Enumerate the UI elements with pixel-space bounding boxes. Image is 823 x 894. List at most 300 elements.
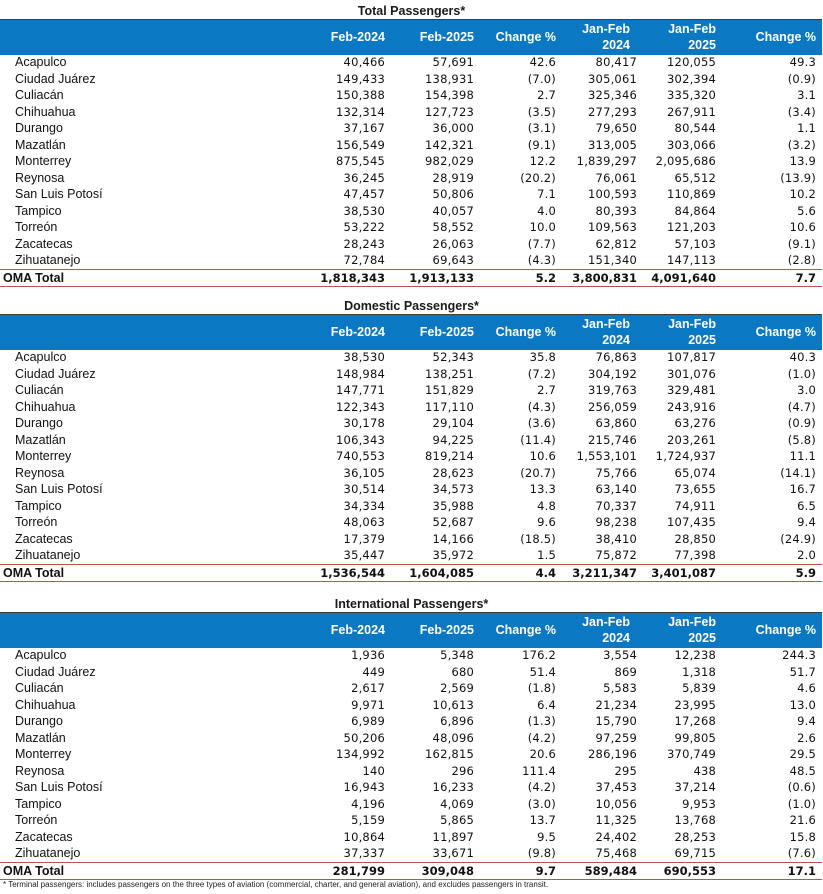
col-feb-2025: Feb-2025 [419, 325, 474, 339]
header-row-international [0, 612, 822, 648]
airport-name: Durango [15, 416, 63, 430]
cell-change-month: (1.8) [527, 681, 556, 695]
cell-feb-2025: 14,166 [432, 531, 474, 546]
airport-name: Acapulco [15, 350, 67, 364]
cell-feb-2025: 11,897 [432, 829, 474, 844]
cell-jan-feb-2025: 65,074 [674, 465, 716, 480]
col-jan-feb-2024: Jan-Feb 2024 [582, 615, 630, 645]
cell-change-ytd: 48.5 [789, 763, 816, 778]
cell-jan-feb-2024: 63,860 [595, 416, 637, 430]
table-row [0, 531, 822, 548]
cell-jan-feb-2024: 305,061 [588, 71, 637, 86]
cell-jan-feb-2025: 2,095,686 [655, 154, 716, 168]
airport-name: Zihuatanejo [15, 548, 81, 562]
total-jan-feb-2024: 589,484 [584, 863, 637, 878]
cell-feb-2025: 2,569 [440, 681, 474, 695]
cell-change-month: 20.6 [529, 747, 556, 761]
cell-change-month: 111.4 [522, 763, 556, 778]
cell-change-month: (7.0) [527, 71, 556, 86]
cell-feb-2025: 5,865 [440, 813, 474, 827]
total-label: OMA Total [3, 863, 65, 878]
cell-jan-feb-2025: 17,268 [674, 714, 716, 728]
cell-change-ytd: 29.5 [789, 747, 816, 761]
airport-name: Reynosa [15, 465, 65, 480]
cell-jan-feb-2025: 301,076 [667, 366, 716, 381]
cell-change-ytd: 40.3 [789, 350, 816, 364]
cell-feb-2024: 122,343 [336, 399, 385, 414]
cell-feb-2024: 740,553 [336, 449, 385, 463]
cell-change-month: 2.7 [537, 383, 556, 397]
cell-feb-2025: 6,896 [440, 714, 474, 728]
table-row [0, 812, 822, 829]
cell-change-ytd: (1.0) [787, 796, 816, 811]
cell-feb-2025: 48,096 [432, 730, 474, 745]
table-row [0, 203, 822, 220]
cell-change-month: (3.6) [527, 416, 556, 430]
table-row [0, 730, 822, 747]
cell-change-ytd: 2.0 [797, 548, 816, 562]
cell-feb-2024: 132,314 [336, 104, 385, 119]
cell-feb-2024: 30,514 [343, 482, 385, 496]
cell-jan-feb-2025: 63,276 [674, 416, 716, 430]
total-change-ytd: 7.7 [795, 270, 816, 285]
table-row [0, 746, 822, 763]
cell-feb-2024: 5,159 [351, 813, 385, 827]
cell-feb-2025: 138,251 [425, 366, 474, 381]
airport-name: Acapulco [15, 55, 67, 69]
cell-jan-feb-2025: 13,768 [674, 813, 716, 827]
cell-change-month: (4.2) [527, 780, 556, 794]
airport-name: Culiacán [15, 681, 64, 695]
cell-jan-feb-2024: 215,746 [588, 432, 637, 447]
cell-jan-feb-2024: 98,238 [595, 515, 637, 529]
airport-name: Tampico [15, 203, 62, 218]
cell-change-month: (7.2) [527, 366, 556, 381]
total-row [0, 269, 822, 287]
cell-change-ytd: 6.5 [797, 498, 816, 513]
cell-jan-feb-2024: 76,863 [595, 350, 637, 364]
cell-feb-2025: 69,643 [432, 253, 474, 267]
cell-feb-2025: 36,000 [432, 121, 474, 135]
cell-feb-2025: 35,988 [432, 498, 474, 513]
cell-jan-feb-2025: 329,481 [667, 383, 716, 397]
cell-feb-2025: 50,806 [432, 187, 474, 201]
airport-name: Mazatlán [15, 432, 66, 447]
cell-jan-feb-2025: 107,435 [667, 515, 716, 529]
airport-name: Ciudad Juárez [15, 664, 96, 679]
cell-feb-2025: 117,110 [425, 399, 474, 414]
col-feb-2024: Feb-2024 [330, 623, 385, 637]
cell-jan-feb-2025: 37,214 [674, 780, 716, 794]
cell-feb-2025: 819,214 [425, 449, 474, 463]
cell-feb-2024: 150,388 [336, 88, 385, 102]
cell-jan-feb-2024: 37,453 [595, 780, 637, 794]
airport-name: Monterrey [15, 747, 72, 761]
cell-change-month: 2.7 [537, 88, 556, 102]
cell-feb-2025: 33,671 [432, 846, 474, 860]
cell-change-ytd: 9.4 [797, 714, 816, 728]
cell-feb-2024: 36,105 [343, 465, 385, 480]
total-change-month: 9.7 [535, 863, 556, 878]
cell-jan-feb-2025: 77,398 [674, 548, 716, 562]
section-title-domestic: Domestic Passengers* [344, 299, 479, 313]
cell-jan-feb-2025: 121,203 [667, 220, 716, 234]
airport-name: Tampico [15, 796, 62, 811]
cell-change-ytd: (0.9) [787, 71, 816, 86]
col-change-month: Change % [495, 325, 556, 339]
cell-feb-2024: 149,433 [336, 71, 385, 86]
table-domestic [0, 349, 822, 582]
col-feb-2025: Feb-2025 [419, 30, 474, 44]
cell-feb-2024: 30,178 [343, 416, 385, 430]
cell-change-ytd: (5.8) [787, 432, 816, 447]
total-jan-feb-2024: 3,800,831 [572, 270, 637, 285]
cell-feb-2025: 26,063 [432, 236, 474, 251]
cell-change-month: 42.6 [529, 55, 556, 69]
cell-change-ytd: (0.9) [787, 416, 816, 430]
cell-feb-2024: 4,196 [351, 796, 385, 811]
airport-name: Mazatlán [15, 730, 66, 745]
cell-jan-feb-2025: 84,864 [674, 203, 716, 218]
col-change-ytd: Change % [755, 30, 816, 44]
cell-jan-feb-2024: 319,763 [588, 383, 637, 397]
airport-name: Zacatecas [15, 236, 73, 251]
cell-jan-feb-2024: 38,410 [595, 531, 637, 546]
cell-change-ytd: (4.7) [787, 399, 816, 414]
cell-jan-feb-2024: 295 [614, 763, 637, 778]
cell-change-month: (9.1) [527, 137, 556, 152]
table-row [0, 845, 822, 862]
total-change-month: 4.4 [535, 565, 556, 580]
cell-feb-2024: 6,989 [351, 714, 385, 728]
cell-jan-feb-2024: 70,337 [595, 498, 637, 513]
header-row-total [0, 19, 822, 55]
cell-change-ytd: (24.9) [780, 531, 816, 546]
cell-feb-2024: 50,206 [343, 730, 385, 745]
cell-change-month: 13.3 [529, 482, 556, 496]
cell-jan-feb-2024: 151,340 [588, 253, 637, 267]
cell-change-ytd: 2.6 [797, 730, 816, 745]
airport-name: Ciudad Juárez [15, 71, 96, 86]
cell-change-ytd: (7.6) [787, 846, 816, 860]
cell-feb-2024: 106,343 [336, 432, 385, 447]
cell-jan-feb-2024: 313,005 [588, 137, 637, 152]
cell-change-ytd: 1.1 [797, 121, 816, 135]
cell-jan-feb-2024: 3,554 [603, 648, 637, 662]
col-jan-feb-2025: Jan-Feb 2025 [668, 317, 716, 347]
cell-feb-2024: 17,379 [343, 531, 385, 546]
cell-change-ytd: (0.6) [787, 780, 816, 794]
cell-jan-feb-2025: 65,512 [674, 170, 716, 185]
table-row [0, 448, 822, 465]
col-jan-feb-2025: Jan-Feb 2025 [668, 22, 716, 52]
col-change-month: Change % [495, 30, 556, 44]
table-row [0, 120, 822, 137]
cell-change-ytd: 15.8 [789, 829, 816, 844]
cell-jan-feb-2024: 11,325 [595, 813, 637, 827]
cell-jan-feb-2025: 120,055 [667, 55, 716, 69]
cell-change-ytd: 21.6 [789, 813, 816, 827]
cell-jan-feb-2025: 267,911 [667, 104, 716, 119]
cell-jan-feb-2025: 370,749 [667, 747, 716, 761]
cell-jan-feb-2024: 80,393 [595, 203, 637, 218]
cell-jan-feb-2025: 335,320 [667, 88, 716, 102]
cell-feb-2025: 29,104 [432, 416, 474, 430]
airport-name: Ciudad Juárez [15, 366, 96, 381]
cell-jan-feb-2025: 74,911 [674, 498, 716, 513]
cell-feb-2024: 40,466 [343, 55, 385, 69]
cell-change-ytd: 13.0 [789, 697, 816, 712]
airport-name: Monterrey [15, 449, 72, 463]
airport-name: San Luis Potosí [15, 780, 103, 794]
cell-change-month: (9.8) [527, 846, 556, 860]
cell-jan-feb-2024: 277,293 [588, 104, 637, 119]
table-row [0, 664, 822, 681]
airport-name: Zacatecas [15, 829, 73, 844]
airport-name: San Luis Potosí [15, 482, 103, 496]
cell-change-ytd: (3.4) [787, 104, 816, 119]
cell-change-month: 35.8 [529, 350, 556, 364]
cell-feb-2025: 982,029 [425, 154, 474, 168]
cell-jan-feb-2024: 21,234 [595, 697, 637, 712]
cell-change-month: 7.1 [537, 187, 556, 201]
cell-change-ytd: 10.2 [789, 187, 816, 201]
table-row [0, 680, 822, 697]
cell-feb-2024: 140 [362, 763, 385, 778]
cell-jan-feb-2024: 1,553,101 [576, 449, 637, 463]
cell-jan-feb-2025: 80,544 [674, 121, 716, 135]
cell-feb-2024: 53,222 [343, 220, 385, 234]
total-row [0, 564, 822, 582]
header-row-domestic [0, 314, 822, 350]
cell-feb-2024: 134,992 [336, 747, 385, 761]
table-row [0, 481, 822, 498]
cell-feb-2025: 94,225 [432, 432, 474, 447]
cell-feb-2024: 147,771 [336, 383, 385, 397]
cell-jan-feb-2024: 1,839,297 [576, 154, 637, 168]
cell-change-ytd: 3.1 [797, 88, 816, 102]
table-total [0, 54, 822, 287]
col-change-ytd: Change % [755, 623, 816, 637]
cell-feb-2025: 34,573 [432, 482, 474, 496]
total-label: OMA Total [3, 565, 65, 580]
cell-change-ytd: (3.2) [787, 137, 816, 152]
total-change-ytd: 17.1 [787, 863, 816, 878]
cell-feb-2024: 9,971 [351, 697, 385, 712]
table-row [0, 137, 822, 154]
cell-change-month: 10.6 [529, 449, 556, 463]
cell-change-ytd: 5.6 [797, 203, 816, 218]
airport-name: Torreón [15, 515, 58, 529]
airport-name: Culiacán [15, 88, 64, 102]
cell-feb-2024: 72,784 [343, 253, 385, 267]
cell-jan-feb-2024: 15,790 [595, 714, 637, 728]
col-jan-feb-2025: Jan-Feb 2025 [668, 615, 716, 645]
cell-change-month: 4.0 [537, 203, 556, 218]
table-row [0, 236, 822, 253]
table-row [0, 829, 822, 846]
cell-change-month: 176.2 [522, 648, 556, 662]
cell-change-ytd: (14.1) [780, 465, 816, 480]
cell-feb-2024: 37,337 [343, 846, 385, 860]
total-jan-feb-2024: 3,211,347 [572, 565, 637, 580]
cell-feb-2025: 35,972 [432, 548, 474, 562]
table-row [0, 779, 822, 796]
table-row [0, 252, 822, 269]
cell-change-month: (7.7) [527, 236, 556, 251]
cell-jan-feb-2025: 5,839 [682, 681, 716, 695]
cell-change-ytd: 9.4 [797, 515, 816, 529]
col-jan-feb-2024: Jan-Feb 2024 [582, 22, 630, 52]
cell-change-month: (4.3) [527, 253, 556, 267]
table-row [0, 219, 822, 236]
cell-jan-feb-2025: 302,394 [667, 71, 716, 86]
total-row [0, 862, 822, 880]
cell-feb-2025: 5,348 [440, 648, 474, 662]
airport-name: San Luis Potosí [15, 187, 103, 201]
cell-change-ytd: 4.6 [797, 681, 816, 695]
table-row [0, 153, 822, 170]
cell-feb-2024: 148,984 [336, 366, 385, 381]
cell-feb-2025: 52,343 [432, 350, 474, 364]
table-row [0, 382, 822, 399]
cell-feb-2025: 58,552 [432, 220, 474, 234]
cell-jan-feb-2024: 869 [614, 664, 637, 679]
airport-name: Chihuahua [15, 399, 76, 414]
airport-name: Chihuahua [15, 697, 76, 712]
cell-jan-feb-2025: 303,066 [667, 137, 716, 152]
airport-name: Mazatlán [15, 137, 66, 152]
cell-jan-feb-2024: 100,593 [588, 187, 637, 201]
cell-feb-2024: 36,245 [343, 170, 385, 185]
cell-change-month: (20.7) [520, 465, 556, 480]
total-feb-2024: 1,536,544 [320, 565, 385, 580]
table-row [0, 71, 822, 88]
cell-change-ytd: 16.7 [789, 482, 816, 496]
total-jan-feb-2025: 690,553 [663, 863, 716, 878]
cell-jan-feb-2025: 243,916 [667, 399, 716, 414]
table-row [0, 104, 822, 121]
cell-jan-feb-2024: 76,061 [595, 170, 637, 185]
cell-jan-feb-2024: 256,059 [588, 399, 637, 414]
table-row [0, 170, 822, 187]
total-feb-2025: 1,604,085 [409, 565, 474, 580]
cell-feb-2024: 156,549 [336, 137, 385, 152]
cell-feb-2025: 142,321 [425, 137, 474, 152]
cell-feb-2025: 162,815 [425, 747, 474, 761]
airport-name: Durango [15, 714, 63, 728]
table-international [0, 647, 822, 880]
col-change-month: Change % [495, 623, 556, 637]
cell-jan-feb-2024: 109,563 [588, 220, 637, 234]
cell-feb-2025: 296 [451, 763, 474, 778]
cell-jan-feb-2024: 325,346 [588, 88, 637, 102]
cell-jan-feb-2025: 73,655 [674, 482, 716, 496]
cell-change-month: (4.2) [527, 730, 556, 745]
cell-jan-feb-2025: 438 [693, 763, 716, 778]
total-feb-2024: 281,799 [332, 863, 385, 878]
total-jan-feb-2025: 4,091,640 [651, 270, 716, 285]
cell-feb-2025: 127,723 [425, 104, 474, 119]
total-label: OMA Total [3, 270, 65, 285]
cell-change-month: (3.0) [527, 796, 556, 811]
table-row [0, 514, 822, 531]
cell-jan-feb-2024: 75,468 [595, 846, 637, 860]
table-row [0, 349, 822, 366]
cell-feb-2025: 10,613 [432, 697, 474, 712]
cell-change-ytd: 51.7 [789, 664, 816, 679]
cell-feb-2024: 34,334 [343, 498, 385, 513]
total-change-month: 5.2 [535, 270, 556, 285]
cell-feb-2024: 37,167 [343, 121, 385, 135]
cell-jan-feb-2024: 10,056 [595, 796, 637, 811]
cell-feb-2024: 1,936 [351, 648, 385, 662]
cell-feb-2024: 38,530 [343, 350, 385, 364]
cell-feb-2025: 16,233 [432, 780, 474, 794]
cell-change-ytd: 11.1 [789, 449, 816, 463]
cell-change-month: 10.0 [529, 220, 556, 234]
cell-change-month: 12.2 [529, 154, 556, 168]
cell-feb-2025: 40,057 [432, 203, 474, 218]
airport-name: Zihuatanejo [15, 846, 81, 860]
cell-jan-feb-2024: 286,196 [588, 747, 637, 761]
cell-feb-2025: 52,687 [432, 515, 474, 529]
total-feb-2024: 1,818,343 [320, 270, 385, 285]
section-title-international: International Passengers* [334, 597, 489, 611]
airport-name: Monterrey [15, 154, 72, 168]
cell-change-ytd: 10.6 [789, 220, 816, 234]
col-change-ytd: Change % [755, 325, 816, 339]
airport-name: Durango [15, 121, 63, 135]
table-row [0, 547, 822, 564]
cell-change-month: (11.4) [520, 432, 556, 447]
cell-jan-feb-2025: 147,113 [667, 253, 716, 267]
cell-feb-2024: 35,447 [343, 548, 385, 562]
cell-feb-2025: 28,919 [432, 170, 474, 185]
cell-feb-2024: 48,063 [343, 515, 385, 529]
cell-feb-2024: 47,457 [343, 187, 385, 201]
cell-change-month: 51.4 [529, 664, 556, 679]
cell-change-month: 9.6 [537, 515, 556, 529]
cell-jan-feb-2025: 69,715 [674, 846, 716, 860]
airport-name: Torreón [15, 813, 58, 827]
cell-jan-feb-2025: 107,817 [667, 350, 716, 364]
cell-change-month: 4.8 [537, 498, 556, 513]
cell-jan-feb-2025: 99,805 [674, 730, 716, 745]
table-row [0, 498, 822, 515]
cell-jan-feb-2024: 24,402 [595, 829, 637, 844]
cell-jan-feb-2025: 23,995 [674, 697, 716, 712]
cell-feb-2025: 680 [451, 664, 474, 679]
cell-change-month: 1.5 [537, 548, 556, 562]
table-row [0, 366, 822, 383]
col-feb-2024: Feb-2024 [330, 325, 385, 339]
airport-name: Torreón [15, 220, 58, 234]
cell-change-month: (18.5) [520, 531, 556, 546]
cell-change-ytd: (2.8) [787, 253, 816, 267]
cell-change-ytd: 3.0 [797, 383, 816, 397]
airport-name: Reynosa [15, 763, 65, 778]
cell-feb-2024: 449 [362, 664, 385, 679]
cell-jan-feb-2024: 75,872 [595, 548, 637, 562]
airport-name: Zacatecas [15, 531, 73, 546]
airport-name: Culiacán [15, 383, 64, 397]
cell-jan-feb-2025: 57,103 [674, 236, 716, 251]
cell-change-month: 13.7 [529, 813, 556, 827]
col-feb-2025: Feb-2025 [419, 623, 474, 637]
table-row [0, 186, 822, 203]
cell-change-ytd: (9.1) [787, 236, 816, 251]
